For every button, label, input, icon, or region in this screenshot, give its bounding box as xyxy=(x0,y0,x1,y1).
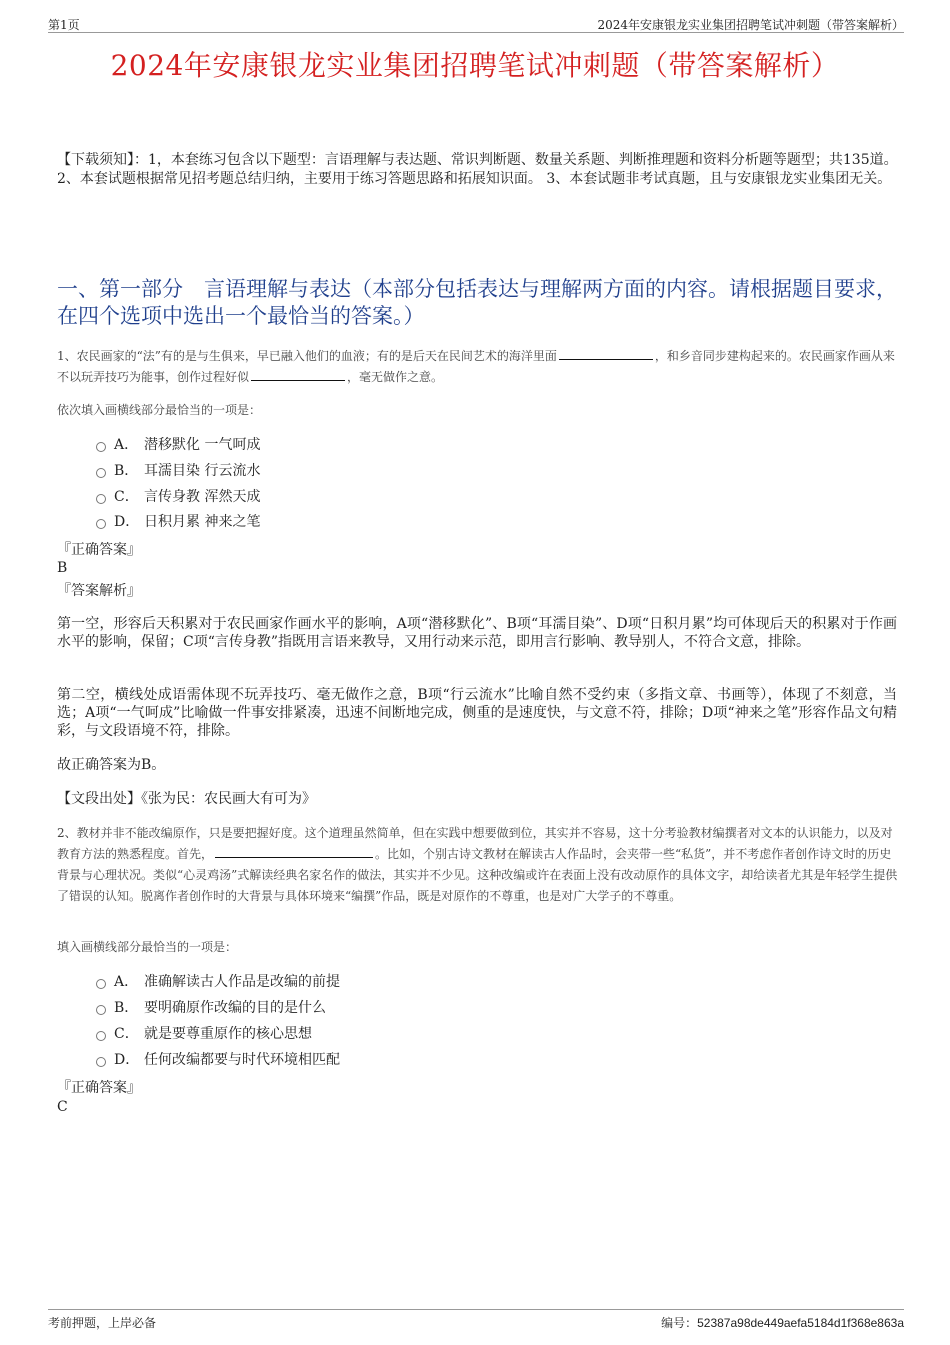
radio-icon[interactable] xyxy=(96,1057,106,1067)
q1-option-c[interactable]: C． 言传身教 浑然天成 xyxy=(96,487,260,507)
radio-icon[interactable] xyxy=(96,494,106,504)
radio-icon[interactable] xyxy=(96,519,106,529)
answer-blank xyxy=(559,347,653,360)
page-header xyxy=(48,14,904,33)
q2-option-a[interactable]: A． 准确解读古人作品是改编的前提 xyxy=(96,972,340,992)
q1-analysis-label: 『答案解析』 xyxy=(57,583,141,599)
q2-option-c[interactable]: C． 就是要尊重原作的核心思想 xyxy=(96,1024,312,1044)
section-heading: 一、第一部分 言语理解与表达（本部分包括表达与理解两方面的内容。请根据题目要求，在四个选项中选出一个最恰当的答案。） xyxy=(57,277,897,328)
radio-icon[interactable] xyxy=(96,979,106,989)
header-doc-title: 2024年安康银龙实业集团招聘笔试冲刺题（带答案解析） xyxy=(597,18,904,32)
radio-icon[interactable] xyxy=(96,442,106,452)
q1-answer: B xyxy=(57,560,68,576)
q1-option-d[interactable]: D． 日积月累 神来之笔 xyxy=(96,512,260,532)
answer-blank xyxy=(251,368,345,381)
page-number: 第1页 xyxy=(48,18,80,32)
q2-answer-label: 『正确答案』 xyxy=(57,1080,141,1096)
answer-blank xyxy=(215,845,373,858)
question-1-text: 1、农民画家的“法”有的是与生俱来，早已融入他们的血液；有的是后天在民间艺术的海洋里面 ，和乡音同步建构起来的。农民画家作画从来不以玩弄技巧为能事，创作过程好似 ，毫无做作之意。 xyxy=(57,349,895,384)
q1-option-b[interactable]: B． 耳濡目染 行云流水 xyxy=(96,461,260,481)
q1-conclusion: 故正确答案为B。 xyxy=(57,757,166,773)
document-title: 2024年安康银龙实业集团招聘笔试冲刺题（带答案解析） xyxy=(110,49,840,82)
footer-slogan: 考前押题，上岸必备 xyxy=(48,1316,157,1330)
question-2-prompt: 填入画横线部分最恰当的一项是： xyxy=(57,940,238,954)
q1-option-a[interactable]: A． 潜移默化 一气呵成 xyxy=(96,435,260,455)
footer-code: 编号：52387a98de449aefa5184d1f368e863a xyxy=(661,1316,904,1330)
q2-option-d[interactable]: D． 任何改编都要与时代环境相匹配 xyxy=(96,1050,340,1070)
q2-option-b[interactable]: B． 要明确原作改编的目的是什么 xyxy=(96,998,326,1018)
q1-source: 【文段出处】《张为民：农民画大有可为》 xyxy=(57,791,316,807)
q1-analysis-paragraph: 第一空，形容后天积累对于农民画家作画水平的影响，A项“潜移默化”、B项“耳濡目染”、D项“日积月累”均可体现后天的积累对于作画水平的影响，保留；C项“言传身教”指既用言语来教导，又用行动来示范，即用言行影响、教导别人，不符合文意，排除。 xyxy=(57,616,897,650)
q1-analysis-paragraph: 第二空，横线处成语需体现不玩弄技巧、毫无做作之意，B项“行云流水”比喻自然不受约束（多指文章、书画等），体现了不刻意，当选；A项“一气呵成”比喻做一件事安排紧凑，迅速不间断地完成，侧重的是速度快，与文意不符，排除；D项“神来之笔”形容作品文句精彩，与文段语境不符，排除。 xyxy=(57,687,897,739)
page-footer xyxy=(48,1309,904,1330)
q1-answer-label: 『正确答案』 xyxy=(57,542,141,558)
question-1-prompt: 依次填入画横线部分最恰当的一项是： xyxy=(57,403,262,417)
download-notice: 【下载须知】：1，本套练习包含以下题型：言语理解与表达题、常识判断题、数量关系题、判断推理题和资料分析题等题型；共135道。 2、本套试题根据常见招考题总结归纳，主要用于练习答题思路和拓展知识面。 3、本套试题非考试真题，且与安康银龙实业集团无关。 xyxy=(57,152,898,187)
q2-answer: C xyxy=(57,1099,68,1115)
question-2-text: 2、教材并非不能改编原作，只是要把握好度。这个道理虽然简单，但在实践中想要做到位，其实并不容易，这十分考验教材编撰者对文本的认识能力，以及对教育方法的熟悉程度。首先， 。比如，个别古诗文教材在解读古人作品时，会夹带一些“私货”，并不考虑作者创作诗文时的历史背景与心理状况。类似“心灵鸡汤”式解读经典名家名作的做法，其实并不少见。这种改编或许在表面上没有改动原作的具体文字，却给读者尤其是年轻学生提供了错误的认知。脱离作者创作时的大背景与具体环境来“编撰”作品，既是对原作的不尊重，也是对广大学子的不尊重。 xyxy=(57,826,898,903)
radio-icon[interactable] xyxy=(96,1031,106,1041)
radio-icon[interactable] xyxy=(96,1005,106,1015)
radio-icon[interactable] xyxy=(96,468,106,478)
